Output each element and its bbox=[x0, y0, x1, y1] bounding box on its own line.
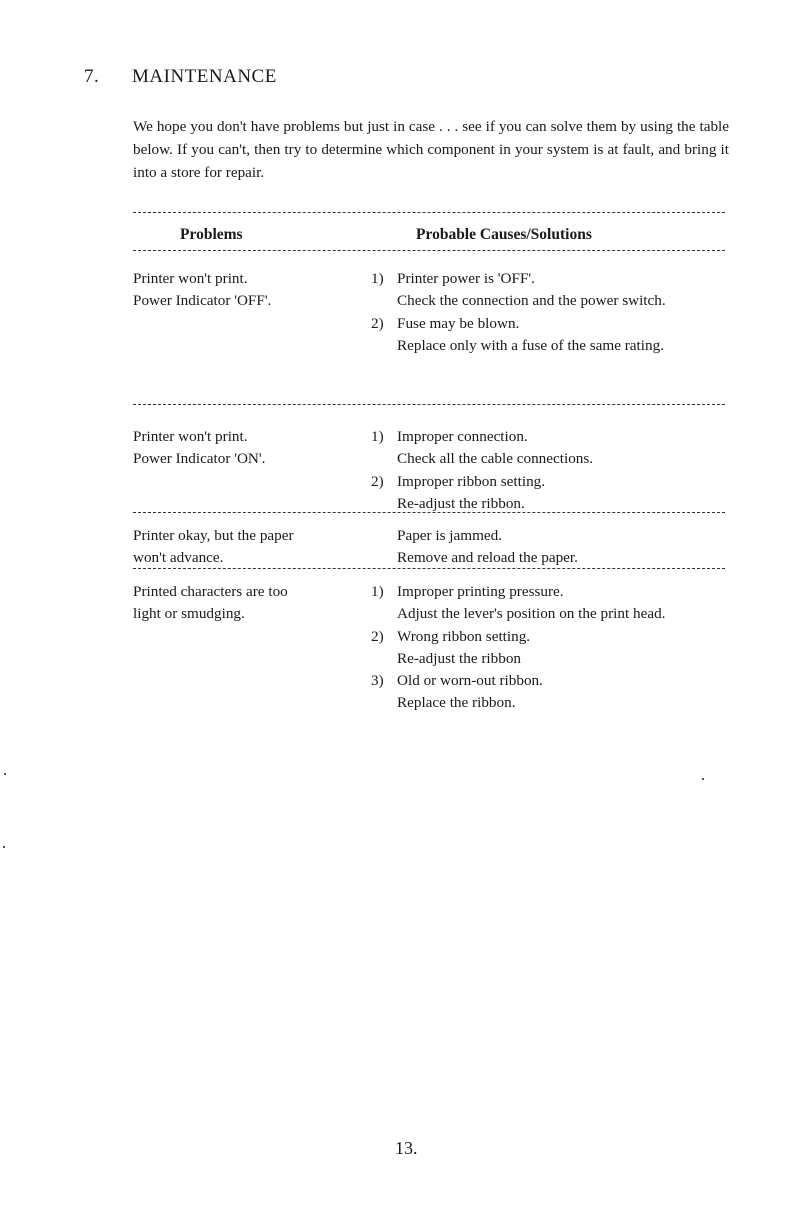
table-row-1-problem bbox=[133, 268, 363, 312]
scan-speck bbox=[3, 846, 5, 848]
header-problems: Problems bbox=[180, 226, 243, 243]
solution-detail: Re-adjust the ribbon. bbox=[397, 494, 525, 512]
solution-detail: Check the connection and the power switch. bbox=[397, 292, 666, 310]
solution-detail: Replace the ribbon. bbox=[397, 694, 516, 712]
problem-line: Printed characters are too bbox=[133, 583, 288, 600]
scan-speck bbox=[4, 773, 6, 775]
section-number: 7. bbox=[84, 66, 100, 87]
table-row-4-solutions bbox=[371, 581, 731, 715]
solution-cause: Old or worn-out ribbon. bbox=[397, 672, 543, 690]
solution-detail: Replace only with a fuse of the same rating. bbox=[397, 336, 664, 354]
problem-line: Printer okay, but the paper bbox=[133, 527, 294, 544]
header-bottom-rule bbox=[133, 250, 725, 251]
solution-detail: Check all the cable connections. bbox=[397, 450, 594, 468]
table-row-2-problem bbox=[133, 426, 363, 470]
row-divider bbox=[133, 568, 725, 569]
header-causes: Probable Causes/Solutions bbox=[416, 226, 592, 243]
solution-detail: Remove and reload the paper. bbox=[397, 549, 578, 567]
table-top-rule bbox=[133, 212, 725, 213]
solution-cause: Paper is jammed. bbox=[397, 527, 503, 544]
solution-detail: Re-adjust the ribbon bbox=[397, 649, 522, 667]
problem-line: won't advance. bbox=[133, 549, 224, 566]
row-divider bbox=[133, 404, 725, 405]
table-row-2-solutions bbox=[371, 426, 731, 515]
solution-cause: Fuse may be blown. bbox=[397, 314, 520, 332]
problem-line: Printer won't print. bbox=[133, 428, 248, 445]
solution-cause: Improper printing pressure. bbox=[397, 583, 564, 600]
solution-cause: Improper ribbon setting. bbox=[397, 472, 546, 490]
section-title: MAINTENANCE bbox=[132, 66, 277, 87]
table-row-1-solutions bbox=[371, 268, 731, 357]
solution-detail: Adjust the lever's position on the print head. bbox=[397, 605, 666, 623]
solution-number: 2) bbox=[371, 314, 384, 332]
solution-number: 3) bbox=[371, 672, 384, 690]
table-row-3-solutions bbox=[371, 525, 731, 570]
solution-cause: Wrong ribbon setting. bbox=[397, 627, 531, 645]
intro-paragraph: We hope you don't have problems but just in case . . . see if you can solve them by using the table below. If you can't, then try to determine which component in your system is at fault, and bring it into a store for repair. bbox=[133, 118, 729, 181]
problem-line: light or smudging. bbox=[133, 605, 245, 622]
problem-line: Power Indicator 'ON'. bbox=[133, 450, 266, 467]
solution-cause: Improper connection. bbox=[397, 428, 528, 445]
table-row-4-problem bbox=[133, 581, 363, 625]
solution-cause: Printer power is 'OFF'. bbox=[397, 270, 535, 287]
solution-number: 2) bbox=[371, 472, 384, 490]
page-number: 13. bbox=[395, 1138, 418, 1158]
solution-number: 2) bbox=[371, 627, 384, 645]
row-divider bbox=[133, 512, 725, 513]
solution-number: 1) bbox=[371, 583, 384, 600]
section-heading bbox=[84, 66, 277, 88]
table-row-3-problem bbox=[133, 525, 363, 569]
solution-number: 1) bbox=[371, 270, 384, 287]
solution-number: 1) bbox=[371, 428, 384, 445]
solution-number bbox=[371, 525, 397, 547]
problem-line: Printer won't print. bbox=[133, 270, 248, 287]
problem-line: Power Indicator 'OFF'. bbox=[133, 292, 272, 309]
scan-speck bbox=[702, 778, 704, 780]
